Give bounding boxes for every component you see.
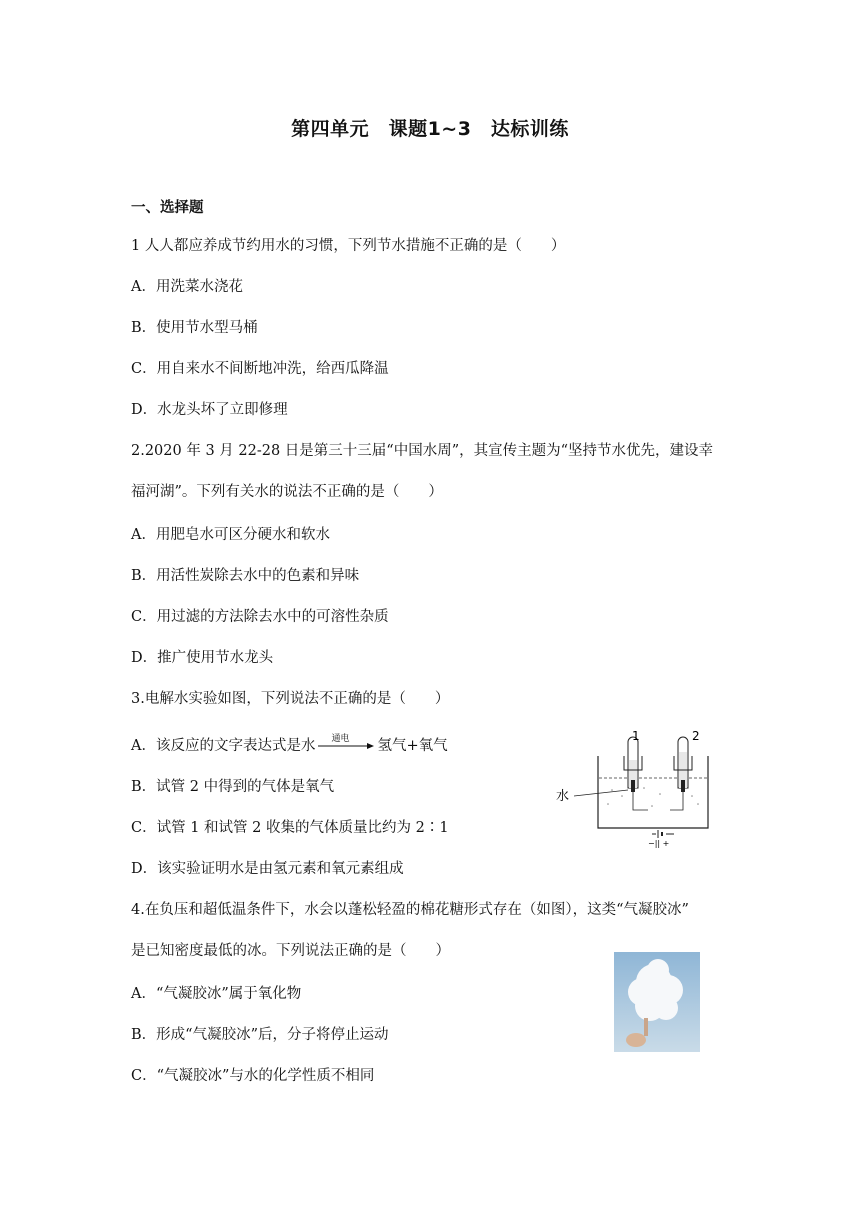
reaction-condition: 通电 bbox=[331, 734, 350, 744]
q3-stem: 3.电解水实验如图，下列说法不正确的是（ ） bbox=[131, 691, 450, 707]
q4-option-a: A．“气凝胶冰”属于氧化物 bbox=[131, 986, 302, 1002]
section-heading: 一、选择题 bbox=[131, 200, 204, 216]
battery-label: −|| + bbox=[648, 839, 670, 848]
q3-option-d: D．该实验证明水是由氢元素和氧元素组成 bbox=[131, 861, 404, 877]
q3-option-a-prefix: A．该反应的文字表达式是水 bbox=[131, 738, 316, 754]
q2-option-c: C．用过滤的方法除去水中的可溶性杂质 bbox=[131, 609, 389, 625]
q1-option-c: C．用自来水不间断地冲洗，给西瓜降温 bbox=[131, 361, 389, 377]
q4-option-b: B．形成“气凝胶冰”后，分子将停止运动 bbox=[131, 1027, 389, 1043]
page-title: 第四单元 课题1~3 达标训练 bbox=[291, 118, 569, 140]
electrolysis-diagram bbox=[552, 730, 712, 850]
q1-option-d: D．水龙头坏了立即修理 bbox=[131, 402, 288, 418]
q1-option-a: A．用洗菜水浇花 bbox=[131, 279, 243, 295]
q3-option-a bbox=[131, 736, 448, 756]
q4-stem-line1: 4.在负压和超低温条件下，水会以蓬松轻盈的棉花糖形式存在（如图），这类“气凝胶冰” bbox=[131, 902, 689, 918]
q2-stem-line1: 2.2020 年 3 月 22-28 日是第三十三届“中国水周”，其宣传主题为“坚持节水优先，建设幸 bbox=[131, 443, 714, 459]
water-label: 水 bbox=[556, 789, 570, 804]
q1-stem: 1 人人都应养成节约用水的习惯，下列节水措施不正确的是（ ） bbox=[131, 238, 566, 254]
q3-option-b: B．试管 2 中得到的气体是氧气 bbox=[131, 779, 335, 795]
tube-1-label: 1 bbox=[632, 730, 640, 743]
q3-option-c: C．试管 1 和试管 2 收集的气体质量比约为 2∶1 bbox=[131, 820, 449, 836]
q2-stem-line2: 福河湖”。下列有关水的说法不正确的是（ ） bbox=[131, 484, 443, 500]
q2-option-b: B．用活性炭除去水中的色素和异味 bbox=[131, 568, 360, 584]
reaction-arrow bbox=[317, 734, 375, 753]
tube-2-label: 2 bbox=[692, 730, 700, 743]
q4-stem-line2: 是已知密度最低的冰。下列说法正确的是（ ） bbox=[131, 943, 450, 959]
q4-option-c: C．“气凝胶冰”与水的化学性质不相同 bbox=[131, 1068, 375, 1084]
q2-option-d: D．推广使用节水龙头 bbox=[131, 650, 274, 666]
aerogel-ice-photo bbox=[614, 952, 700, 1052]
q1-option-b: B．使用节水型马桶 bbox=[131, 320, 258, 336]
q2-option-a: A．用肥皂水可区分硬水和软水 bbox=[131, 527, 330, 543]
q3-option-a-suffix: 氢气+氧气 bbox=[377, 738, 448, 754]
